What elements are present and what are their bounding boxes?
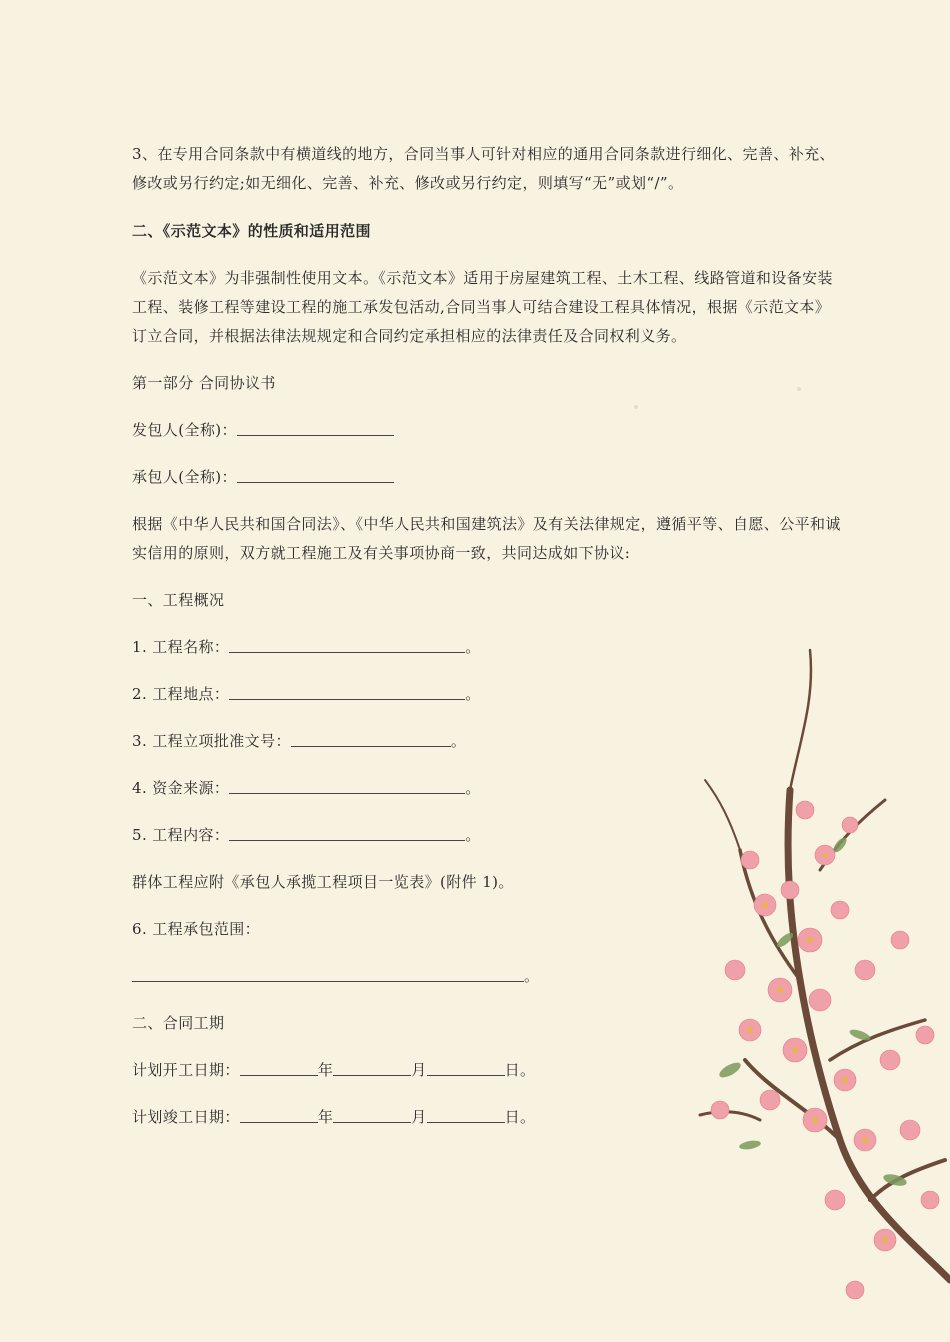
- item-2-label: 2. 工程地点：: [132, 685, 230, 703]
- start-month-blank[interactable]: [333, 1058, 411, 1076]
- contractor-line: [132, 463, 844, 492]
- day-text: 日。: [504, 1061, 536, 1079]
- employer-label: 发包人(全称)：: [132, 421, 237, 439]
- part-1-title: 第一部分 合同协议书: [132, 374, 276, 392]
- group-note: 群体工程应附《承包人承揽工程项目一览表》(附件 1)。: [132, 873, 514, 891]
- period-mark: 。: [465, 779, 481, 797]
- overview-title: 一、工程概况: [132, 591, 225, 609]
- year-text: 年: [317, 1061, 334, 1079]
- item-4-blank[interactable]: [229, 776, 465, 794]
- period-mark: 。: [465, 826, 481, 844]
- finish-year-blank[interactable]: [240, 1105, 318, 1123]
- period-mark: 。: [465, 685, 481, 703]
- preamble: 根据《中华人民共和国合同法》、《中华人民共和国建筑法》及有关法律规定，遵循平等、自愿、公平和诚实信用的原则，双方就工程施工及有关事项协商一致，共同达成如下协议:: [132, 515, 841, 562]
- item-5-label: 5. 工程内容：: [132, 826, 230, 844]
- month-text: 月: [411, 1108, 427, 1126]
- item-5-blank[interactable]: [229, 823, 465, 841]
- section-2-title: 二、《示范文本》的性质和适用范围: [132, 222, 371, 240]
- background-speck: [634, 405, 638, 409]
- plum-blossom-branch-illustration: [690, 640, 950, 1342]
- paragraph-item-3: 3、在专用合同条款中有横道线的地方，合同当事人可针对相应的通用合同条款进行细化、完善、补充、修改或另行约定;如无细化、完善、补充、修改或另行约定，则填写“无”或划“/”。: [132, 145, 835, 192]
- employer-blank[interactable]: [237, 418, 394, 436]
- period-mark: 。: [465, 638, 481, 656]
- item-6-blank[interactable]: [132, 964, 524, 982]
- item-3-label: 3. 工程立项批准文号：: [132, 732, 291, 750]
- item-1-label: 1. 工程名称：: [132, 638, 230, 656]
- item-4-label: 4. 资金来源：: [132, 779, 230, 797]
- start-year-blank[interactable]: [240, 1058, 318, 1076]
- start-day-blank[interactable]: [427, 1058, 505, 1076]
- year-text: 年: [317, 1108, 334, 1126]
- day-text: 日。: [504, 1108, 536, 1126]
- month-text: 月: [411, 1061, 427, 1079]
- period-mark: 。: [524, 967, 540, 985]
- contractor-label: 承包人(全称)：: [132, 468, 237, 486]
- employer-line: [132, 416, 844, 445]
- section-2-body: 《示范文本》为非强制性使用文本。《示范文本》适用于房屋建筑工程、土木工程、线路管道和设备安装工程、装修工程等建设工程的施工承发包活动,合同当事人可结合建设工程具体情况，根据《示范文本》订立合同，并根据法律法规规定和合同约定承担相应的法律责任及合同权利义务。: [132, 269, 833, 345]
- background-speck: [797, 387, 801, 391]
- finish-month-blank[interactable]: [333, 1105, 411, 1123]
- item-6-label: 6. 工程承包范围：: [132, 920, 261, 938]
- item-1-blank[interactable]: [229, 635, 465, 653]
- period-mark: 。: [450, 732, 467, 750]
- period-title: 二、合同工期: [132, 1014, 225, 1032]
- item-2-blank[interactable]: [229, 682, 465, 700]
- finish-date-label: 计划竣工日期：: [132, 1108, 240, 1126]
- contractor-blank[interactable]: [237, 465, 394, 483]
- item-3-blank[interactable]: [291, 729, 451, 747]
- start-date-label: 计划开工日期：: [132, 1061, 240, 1079]
- finish-day-blank[interactable]: [427, 1105, 505, 1123]
